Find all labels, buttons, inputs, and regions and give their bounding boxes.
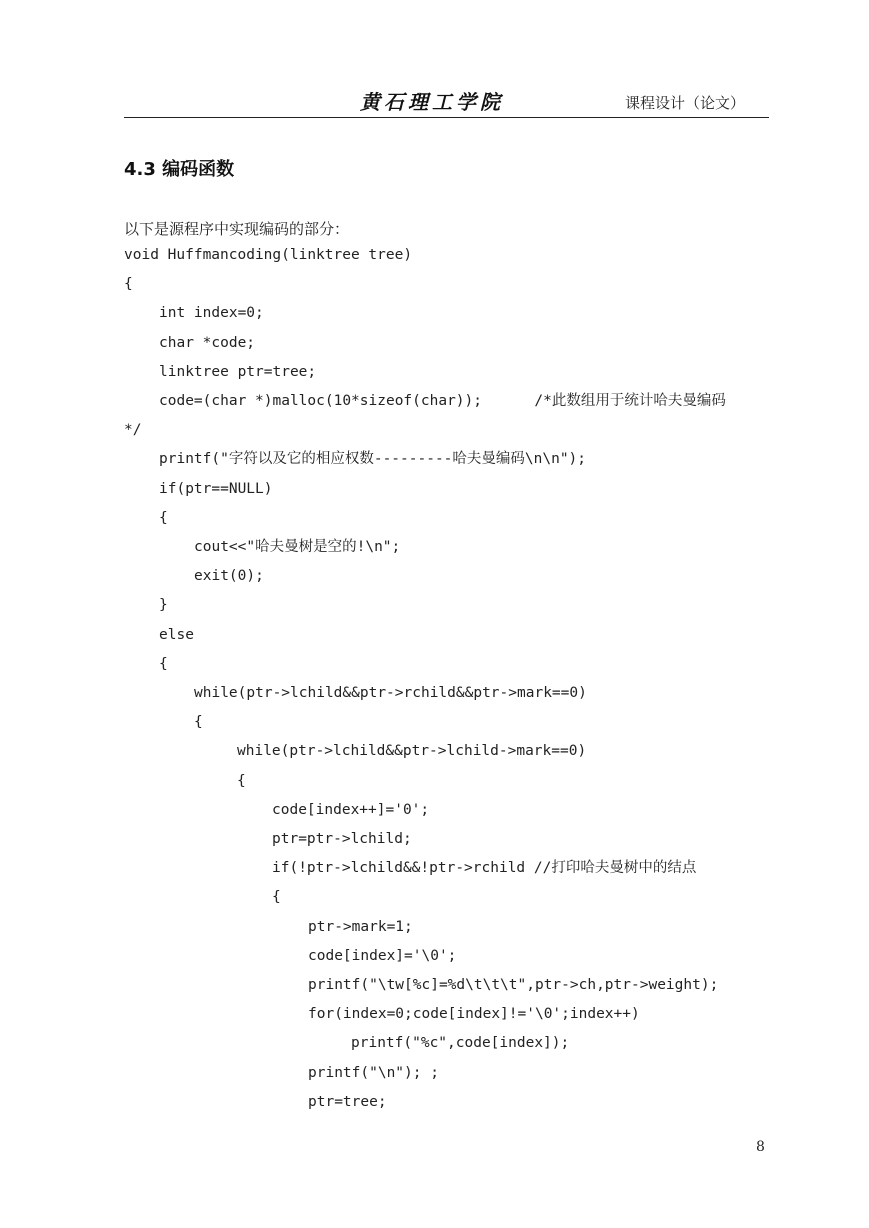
code-line: code[index]='\0'; — [308, 947, 457, 964]
code-line: code[index++]='0'; — [272, 801, 430, 818]
page-number: 8 — [756, 1139, 765, 1155]
code-line: while(ptr->lchild&&ptr->rchild&&ptr->mark==0) — [194, 685, 587, 701]
code-line: char *code; — [159, 334, 256, 351]
document-type-label: 课程设计（论文） — [624, 94, 745, 112]
intro-paragraph: 以下是源程序中实现编码的部分： — [124, 220, 350, 238]
section-title: 4.3 编码函数 — [124, 159, 235, 180]
code-line: exit(0); — [194, 568, 264, 585]
page-header — [124, 82, 769, 118]
code-line: printf("%c",code[index]); — [351, 1035, 570, 1052]
code-line: ptr=ptr->lchild; — [272, 831, 412, 847]
code-line: if(!ptr->lchild&&!ptr->rchild //打印哈夫曼树中的结点 — [272, 860, 697, 877]
code-line: printf("\n"); ; — [308, 1064, 439, 1081]
code-line: void Huffmancoding(linktree tree) — [124, 247, 413, 263]
code-line: { — [272, 889, 281, 906]
code-line: int index=0; — [159, 305, 264, 322]
code-line: } — [159, 597, 168, 614]
school-name-logo: 黄石理工学院 — [360, 90, 504, 114]
code-line: code=(char *)malloc(10*sizeof(char)); /*此数组用于统计哈夫曼编码 — [159, 393, 726, 409]
code-line: for(index=0;code[index]!='\0';index++) — [308, 1006, 640, 1023]
code-line: { — [159, 655, 168, 672]
code-line: ptr->mark=1; — [308, 918, 413, 935]
code-line: while(ptr->lchild&&ptr->lchild->mark==0) — [237, 743, 587, 760]
code-line: cout<<"哈夫曼树是空的!\n"; — [194, 539, 401, 555]
code-line: */ — [124, 422, 142, 439]
code-line: { — [159, 509, 168, 526]
code-line: { — [194, 714, 203, 731]
code-line: { — [124, 276, 133, 293]
code-line: printf("\tw[%c]=%d\t\t\t",ptr->ch,ptr->weight); — [308, 977, 719, 993]
header-divider — [124, 117, 769, 118]
code-line: { — [237, 772, 246, 789]
code-line: ptr=tree; — [308, 1093, 387, 1110]
code-line: else — [159, 626, 194, 643]
code-line: if(ptr==NULL) — [159, 480, 273, 497]
code-line: printf("字符以及它的相应权数---------哈夫曼编码\n\n"); — [159, 451, 587, 468]
code-line: linktree ptr=tree; — [159, 363, 317, 380]
